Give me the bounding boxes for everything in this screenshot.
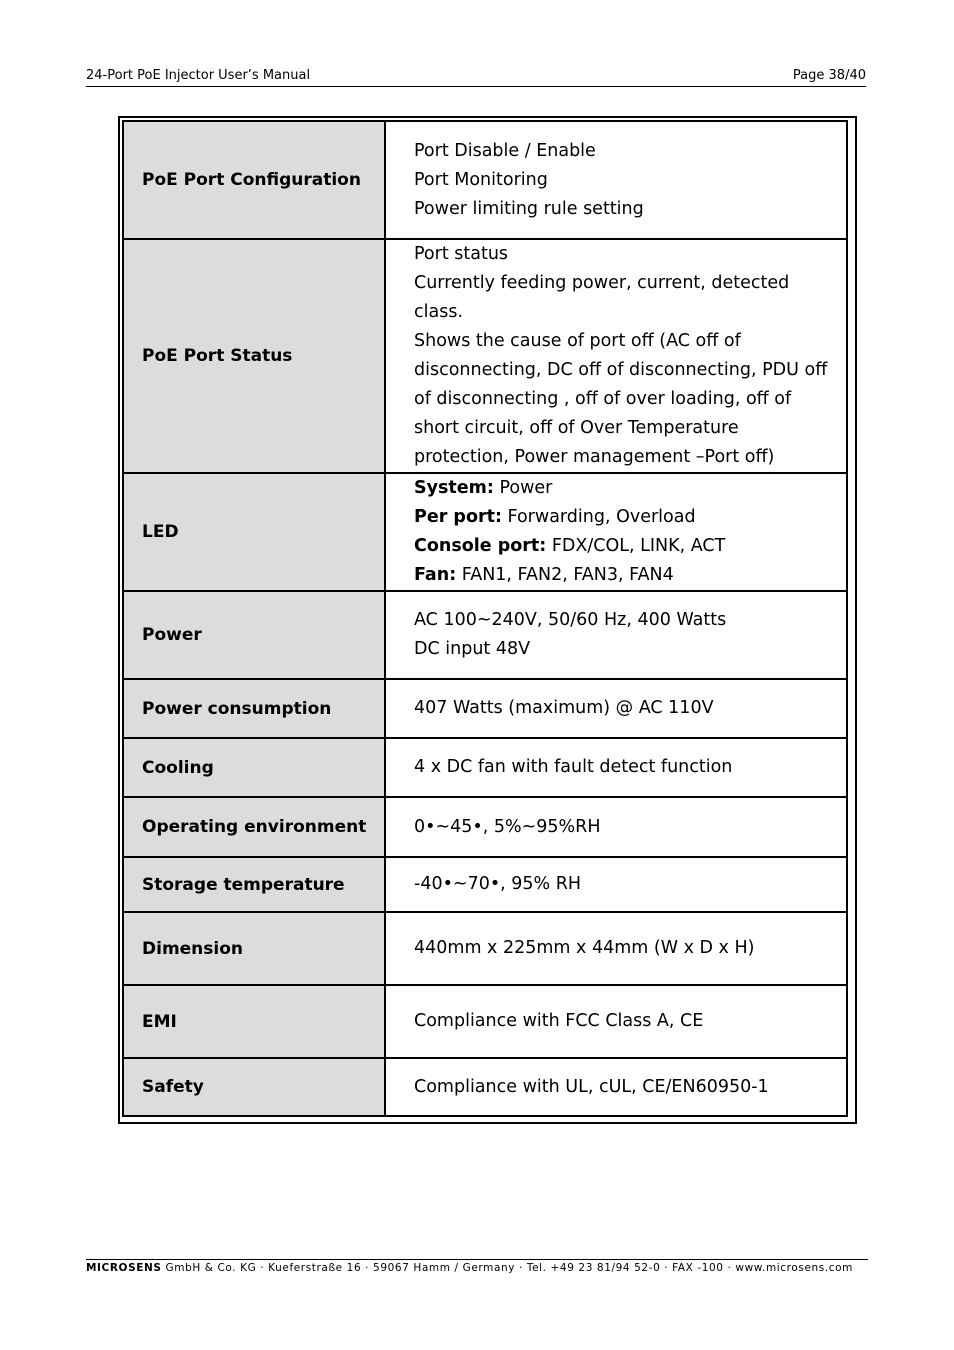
- specification-table: [122, 120, 848, 1117]
- spec-label: Power: [123, 591, 385, 679]
- manual-title: 24-Port PoE Injector User’s Manual: [86, 68, 311, 83]
- spec-label: LED: [123, 473, 385, 591]
- spec-label: Operating environment: [123, 797, 385, 857]
- led-item: [414, 503, 846, 532]
- spec-label: EMI: [123, 985, 385, 1058]
- led-item-key: Fan:: [414, 565, 457, 585]
- led-item-value: Power: [493, 478, 553, 498]
- spec-value-line: DC input 48V: [414, 639, 531, 659]
- spec-value: [385, 738, 847, 797]
- spec-value: [385, 121, 847, 239]
- spec-value-line: Compliance with UL, cUL, CE/EN60950-1: [414, 1076, 769, 1097]
- table-row: [123, 797, 847, 857]
- spec-value-line: Power limiting rule setting: [414, 198, 644, 219]
- led-item-value: Forwarding, Overload: [501, 507, 696, 527]
- spec-value-line: Port Monitoring: [414, 169, 548, 190]
- spec-label: Storage temperature: [123, 857, 385, 912]
- led-item: [414, 561, 846, 590]
- led-item: [414, 532, 846, 561]
- spec-label: Power consumption: [123, 679, 385, 738]
- table-row: [123, 985, 847, 1058]
- spec-value-line: 407 Watts (maximum) @ AC 110V: [414, 698, 714, 718]
- spec-label: PoE Port Status: [123, 239, 385, 473]
- table-row: [123, 239, 847, 473]
- spec-value-line: 4 x DC fan with fault detect function: [414, 757, 733, 777]
- page-number: Page 38/40: [792, 68, 866, 83]
- spec-value-line: Port Disable / Enable: [414, 140, 596, 161]
- spec-label: Safety: [123, 1058, 385, 1116]
- spec-value-line: protection, Power management –Port off): [414, 447, 775, 467]
- spec-value-line: -40•~70•, 95% RH: [414, 874, 582, 894]
- led-item-value: FAN1, FAN2, FAN3, FAN4: [456, 565, 674, 585]
- spec-value: [385, 857, 847, 912]
- spec-label: PoE Port Configuration: [123, 121, 385, 239]
- spec-value: [385, 1058, 847, 1116]
- company-contact: GmbH & Co. KG · Kueferstraße 16 · 59067 Hamm / Germany · Tel. +49 23 81/94 52-0 · FAX -100 · www.microsens.com: [161, 1262, 853, 1274]
- led-item-key: System:: [414, 478, 494, 498]
- spec-value-line: Shows the cause of port off (AC off of: [414, 331, 741, 351]
- spec-label: Cooling: [123, 738, 385, 797]
- table-row: [123, 857, 847, 912]
- spec-value-line: Compliance with FCC Class A, CE: [414, 1011, 704, 1031]
- company-brand: MICROSENS: [86, 1262, 162, 1274]
- table-row: [123, 121, 847, 239]
- table-row: [123, 473, 847, 591]
- spec-value: [385, 985, 847, 1058]
- spec-label: Dimension: [123, 912, 385, 985]
- spec-value: [385, 239, 847, 473]
- spec-value: [385, 797, 847, 857]
- spec-value-line: Currently feeding power, current, detected: [414, 273, 790, 293]
- table-row: [123, 738, 847, 797]
- led-item: [414, 474, 846, 503]
- table-row: [123, 1058, 847, 1116]
- spec-value-line: class.: [414, 302, 464, 322]
- spec-value: [385, 679, 847, 738]
- spec-value: [385, 912, 847, 985]
- spec-value: [385, 591, 847, 679]
- page-header: [86, 68, 866, 87]
- table-row: [123, 679, 847, 738]
- spec-value-line: 0•~45•, 5%~95%RH: [414, 816, 601, 837]
- spec-value-line: disconnecting, DC off of disconnecting, PDU off: [414, 360, 828, 380]
- spec-table-frame: [118, 116, 857, 1124]
- spec-value: [385, 473, 847, 591]
- led-item-key: Console port:: [414, 536, 547, 556]
- spec-value-line: short circuit, off of Over Temperature: [414, 418, 739, 438]
- led-item-value: FDX/COL, LINK, ACT: [546, 536, 726, 556]
- spec-value-line: of disconnecting , off of over loading, off of: [414, 389, 792, 409]
- table-row: [123, 912, 847, 985]
- led-item-key: Per port:: [414, 507, 502, 527]
- spec-value-line: 440mm x 225mm x 44mm (W x D x H): [414, 938, 755, 958]
- spec-value-line: AC 100~240V, 50/60 Hz, 400 Watts: [414, 610, 727, 630]
- table-row: [123, 591, 847, 679]
- spec-value-line: Port status: [414, 244, 509, 264]
- page-footer: [86, 1259, 868, 1274]
